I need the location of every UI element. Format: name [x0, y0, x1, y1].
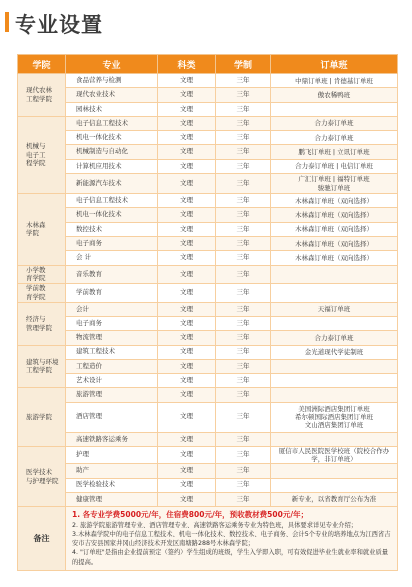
order-class [271, 102, 398, 116]
order-class: 广汇订单班 | 福特订单班 骏驰订单班 [271, 174, 398, 194]
major-name: 机械制造与自动化 [66, 145, 158, 159]
header-duration: 学制 [216, 55, 271, 74]
table-row [18, 359, 398, 373]
header-category: 科类 [158, 55, 216, 74]
title-accent-bar [5, 12, 9, 32]
table-row [18, 402, 398, 432]
major-name: 音乐教育 [66, 265, 158, 284]
order-class [271, 316, 398, 330]
duration: 三年 [216, 74, 271, 88]
major-name: 医学检验技术 [66, 478, 158, 492]
table-row [18, 447, 398, 464]
college-name: 现代农林 工程学院 [18, 74, 66, 117]
duration: 三年 [216, 265, 271, 284]
order-class [271, 432, 398, 446]
major-name: 机电一体化技术 [66, 131, 158, 145]
order-class: 傲农稀鸭班 [271, 88, 398, 102]
duration: 三年 [216, 174, 271, 194]
table-header-row [18, 55, 398, 74]
header-college: 学院 [18, 55, 66, 74]
note-line: 2. 旅游学院旅游管理专业、酒店管理专业、高速铁路客运乘务专业为特色班，具体要求详见专业介绍； [72, 522, 358, 530]
duration: 三年 [216, 222, 271, 236]
program-table [17, 54, 398, 571]
category: 文理 [158, 174, 216, 194]
major-name: 电子信息工程技术 [66, 194, 158, 208]
major-name: 助产 [66, 464, 158, 478]
order-class: 木林森订单班（双向选择） [271, 222, 398, 236]
category: 文理 [158, 302, 216, 316]
table-row [18, 265, 398, 284]
major-name: 工程造价 [66, 359, 158, 373]
table-row [18, 131, 398, 145]
order-class: 美国洲际酒店集团订单班 希尔顿国际酒店集团订单班 文山酒店集团订单班 [271, 402, 398, 432]
header-order-class: 订单班 [271, 55, 398, 74]
major-name: 新能源汽车技术 [66, 174, 158, 194]
table-row [18, 145, 398, 159]
duration: 三年 [216, 432, 271, 446]
major-name: 电子商务 [66, 236, 158, 250]
major-name: 学前教育 [66, 284, 158, 303]
college-name: 建筑与环境 工程学院 [18, 345, 66, 388]
duration: 三年 [216, 331, 271, 345]
major-name: 高速铁路客运乘务 [66, 432, 158, 446]
category: 文理 [158, 194, 216, 208]
duration: 三年 [216, 284, 271, 303]
order-class: 木林森订单班（双向选择） [271, 194, 398, 208]
order-class: 厦信市人民医院医学校班（院校合作办学，非订单班） [271, 447, 398, 464]
major-name: 会计 [66, 302, 158, 316]
college-name: 机械与 电子工 程学院 [18, 116, 66, 193]
duration: 三年 [216, 402, 271, 432]
table-row [18, 374, 398, 388]
order-class: 鹏飞订单班 | 立讯订单班 [271, 145, 398, 159]
category: 文理 [158, 402, 216, 432]
order-class: 合力泰订单班 [271, 116, 398, 130]
category: 文理 [158, 432, 216, 446]
page-header [0, 0, 412, 44]
major-name: 会 计 [66, 251, 158, 265]
category: 文理 [158, 116, 216, 130]
header-major: 专业 [66, 55, 158, 74]
duration: 三年 [216, 88, 271, 102]
college-name: 小学教 育学院 [18, 265, 66, 284]
table-row [18, 345, 398, 359]
table-row [18, 464, 398, 478]
table-row [18, 236, 398, 250]
major-name: 园林技术 [66, 102, 158, 116]
table-row [18, 302, 398, 316]
college-name: 旅游学院 [18, 388, 66, 447]
table-row [18, 88, 398, 102]
category: 文理 [158, 102, 216, 116]
duration: 三年 [216, 316, 271, 330]
table-row [18, 159, 398, 173]
category: 文理 [158, 251, 216, 265]
table-row [18, 316, 398, 330]
major-name: 酒店管理 [66, 402, 158, 432]
duration: 三年 [216, 159, 271, 173]
major-name: 电子信息工程技术 [66, 116, 158, 130]
duration: 三年 [216, 447, 271, 464]
category: 文理 [158, 492, 216, 506]
order-class: 木林森订单班（双向选择） [271, 236, 398, 250]
table-row [18, 208, 398, 222]
college-name: 经济与 管理学院 [18, 302, 66, 345]
order-class: 合力泰订单班 [271, 131, 398, 145]
category: 文理 [158, 447, 216, 464]
duration: 三年 [216, 251, 271, 265]
major-name: 电子商务 [66, 316, 158, 330]
category: 文理 [158, 131, 216, 145]
table-row [18, 222, 398, 236]
college-name: 木林森 学院 [18, 194, 66, 265]
duration: 三年 [216, 208, 271, 222]
major-name: 机电一体化技术 [66, 208, 158, 222]
table-row [18, 492, 398, 506]
major-name: 现代农业技术 [66, 88, 158, 102]
duration: 三年 [216, 345, 271, 359]
table-row [18, 331, 398, 345]
order-class [271, 359, 398, 373]
table-row [18, 388, 398, 402]
table-row [18, 251, 398, 265]
note-line: 1. 各专业学费5000元/年，住宿费800元/年，预收教材费500元/年； [72, 510, 309, 520]
notes-content [66, 507, 398, 571]
duration: 三年 [216, 236, 271, 250]
category: 文理 [158, 316, 216, 330]
duration: 三年 [216, 194, 271, 208]
major-name: 健康管理 [66, 492, 158, 506]
duration: 三年 [216, 492, 271, 506]
order-class: 合力泰订单班 | 电信订单班 [271, 159, 398, 173]
page-title: 专业设置 [15, 13, 103, 37]
category: 文理 [158, 464, 216, 478]
duration: 三年 [216, 302, 271, 316]
major-name: 物流管理 [66, 331, 158, 345]
major-name: 建筑工程技术 [66, 345, 158, 359]
order-class [271, 265, 398, 284]
order-class [271, 478, 398, 492]
note-line: 3.木林森学院中的电子信息工程技术、机电一体化技术、数控技术、电子商务、会计5个专业的培养地点为江西省吉安市吉安县国家井冈山经济技术开发区南塘路288号木林森学院； [72, 531, 391, 548]
category: 文理 [158, 88, 216, 102]
category: 文理 [158, 222, 216, 236]
major-name: 食品营养与检测 [66, 74, 158, 88]
category: 文理 [158, 145, 216, 159]
order-class: 中鼎订单班 | 肯德基订单班 [271, 74, 398, 88]
category: 文理 [158, 374, 216, 388]
category: 文理 [158, 208, 216, 222]
order-class [271, 464, 398, 478]
category: 文理 [158, 284, 216, 303]
table-row [18, 102, 398, 116]
category: 文理 [158, 478, 216, 492]
duration: 三年 [216, 478, 271, 492]
table-row [18, 478, 398, 492]
major-name: 艺术设计 [66, 374, 158, 388]
notes-label: 备注 [18, 507, 66, 571]
major-name: 旅游管理 [66, 388, 158, 402]
category: 文理 [158, 345, 216, 359]
order-class [271, 388, 398, 402]
category: 文理 [158, 359, 216, 373]
table-row [18, 284, 398, 303]
order-class: 新专业，以省教育厅公布为准 [271, 492, 398, 506]
category: 文理 [158, 265, 216, 284]
order-class: 金光道现代学徒制班 [271, 345, 398, 359]
note-line: 4. "订单班"是指由企业提前预定（签约）学生组成的班级，学生入学即入职，可有效促进毕业生就业率和就业质量的提高。 [72, 549, 389, 566]
program-table-wrapper [17, 54, 397, 585]
duration: 三年 [216, 116, 271, 130]
category: 文理 [158, 236, 216, 250]
college-name: 医学技术 与护理学院 [18, 447, 66, 507]
order-class: 木林森订单班（双向选择） [271, 251, 398, 265]
major-name: 计算机应用技术 [66, 159, 158, 173]
order-class: 合力泰订单班 [271, 331, 398, 345]
category: 文理 [158, 159, 216, 173]
order-class [271, 374, 398, 388]
order-class: 木林森订单班（双向选择） [271, 208, 398, 222]
order-class: 天福订单班 [271, 302, 398, 316]
major-name: 护理 [66, 447, 158, 464]
table-row [18, 174, 398, 194]
duration: 三年 [216, 131, 271, 145]
duration: 三年 [216, 359, 271, 373]
duration: 三年 [216, 374, 271, 388]
category: 文理 [158, 388, 216, 402]
duration: 三年 [216, 102, 271, 116]
order-class [271, 284, 398, 303]
duration: 三年 [216, 388, 271, 402]
table-row [18, 432, 398, 446]
notes-row [18, 507, 398, 571]
table-row [18, 194, 398, 208]
table-row [18, 74, 398, 88]
category: 文理 [158, 74, 216, 88]
category: 文理 [158, 331, 216, 345]
table-row [18, 116, 398, 130]
duration: 三年 [216, 464, 271, 478]
duration: 三年 [216, 145, 271, 159]
major-name: 数控技术 [66, 222, 158, 236]
college-name: 学前教 育学院 [18, 284, 66, 303]
